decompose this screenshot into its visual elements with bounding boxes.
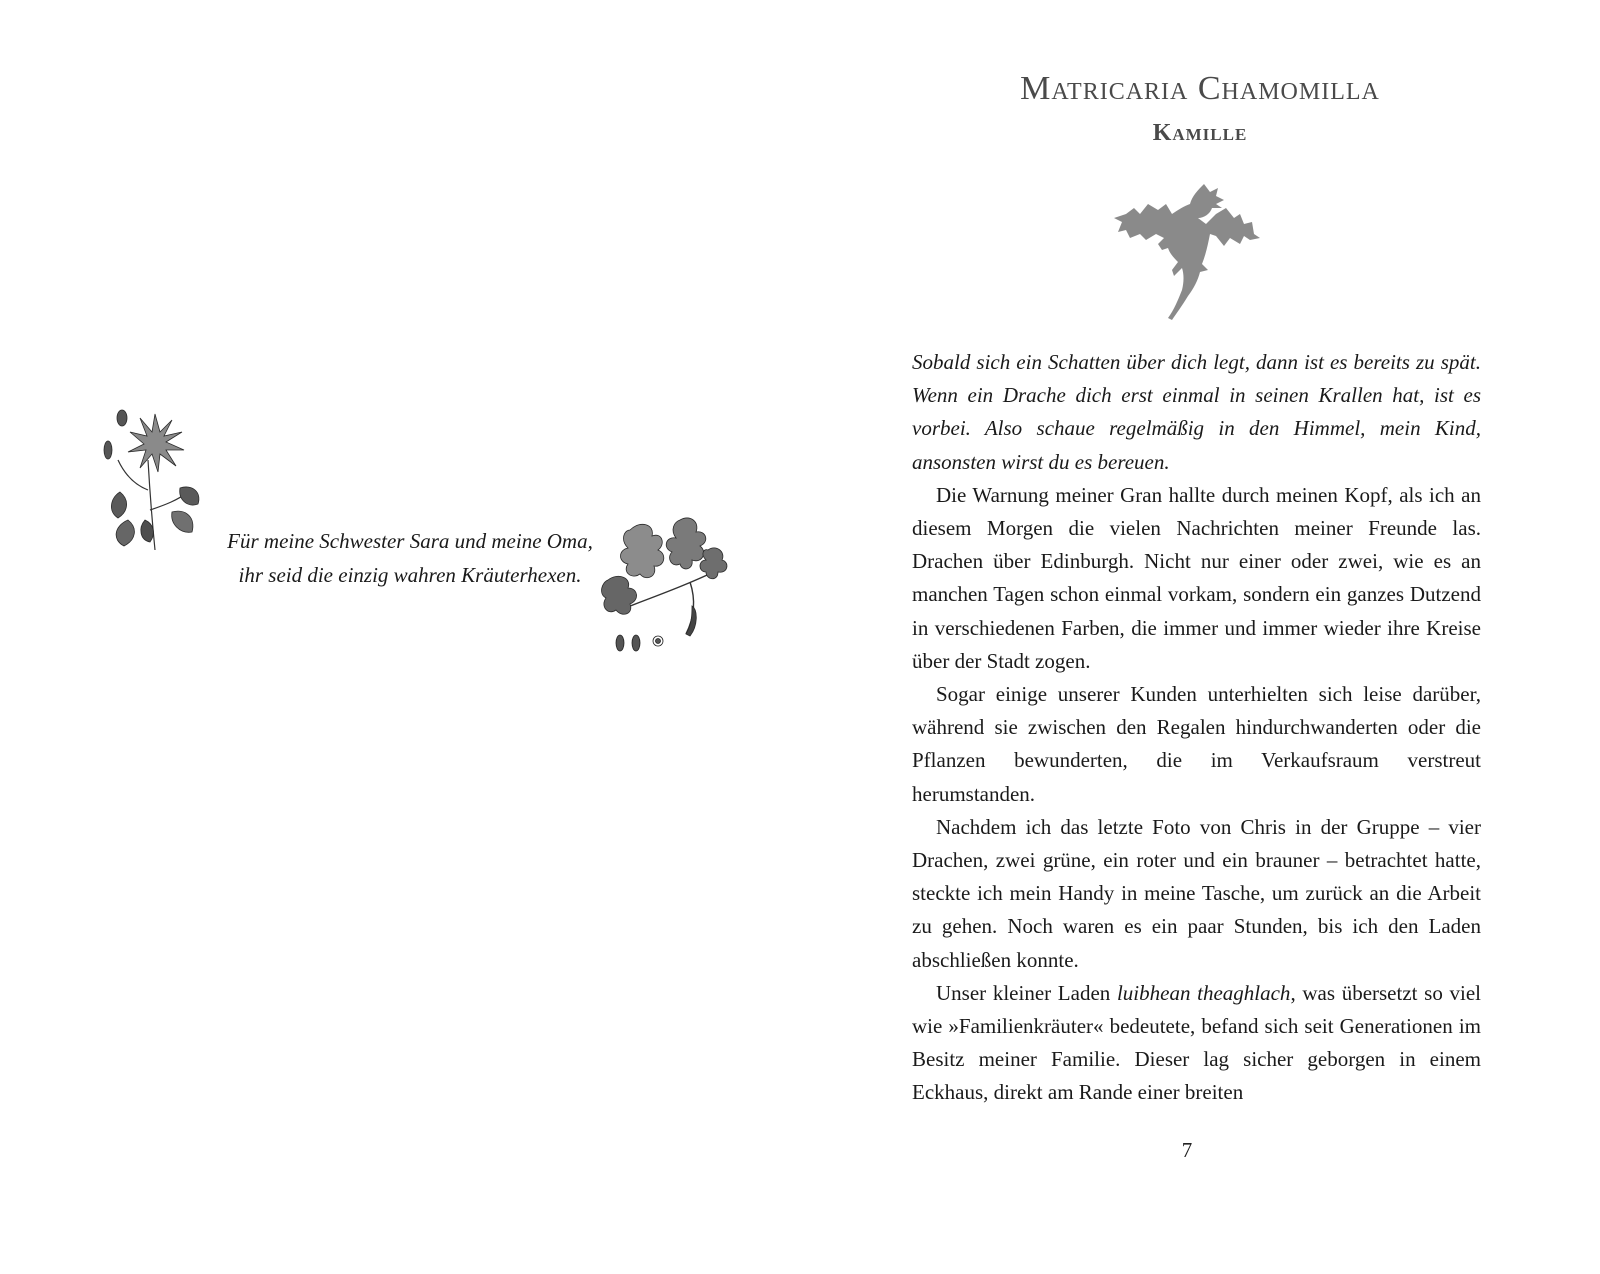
paragraph	[912, 977, 1481, 1110]
oak-leaf-illustration-icon	[600, 510, 735, 660]
paragraph-text: Unser kleiner Laden	[936, 980, 1117, 1005]
paragraph-text: , was übersetzt so viel wie »Familienkräuter« bedeutete, befand sich seit Generationen im Besitz meiner Familie. Dieser lag sicher geborgen in einem Eckhaus, direkt am Rande einer breiten	[912, 980, 1481, 1105]
paragraph: Die Warnung meiner Gran hallte durch meinen Kopf, als ich an diesem Morgen die vielen Nachrichten meiner Freunde las. Drachen über Edinburgh. Nicht nur einer oder zwei, wie es an manchen Tagen schon einmal vorkam, sondern ein ganzes Dutzend in verschiedenen Farben, die immer und immer wieder ihre Kreise über der Stadt zogen.	[912, 482, 1481, 673]
chapter-body	[912, 346, 1481, 1110]
epigraph: Sobald sich ein Schatten über dich legt, dann ist es bereits zu spät. Wenn ein Drache dich erst einmal in seinen Krallen hat, ist es vorbei. Also schaue regelmäßig in den Himmel, mein Kind, ansonsten wirst du es bereuen.	[912, 350, 1481, 474]
dedication-line: ihr seid die einzig wahren Kräuterhexen.	[238, 563, 582, 587]
dedication-line: Für meine Schwester Sara und meine Oma,	[227, 529, 593, 553]
paragraph: Nachdem ich das letzte Foto von Chris in der Gruppe – vier Drachen, zwei grüne, ein roter und ein brauner – betrachtet hatte, steckte ich mein Handy in meine Tasche, um zurück an die Arbeit zu gehen. Noch waren es ein paar Stunden, bis ich den Laden abschließen konnte.	[912, 814, 1481, 972]
chapter-title: Matricaria Chamomilla	[1020, 70, 1380, 107]
page-number: 7	[1181, 1138, 1193, 1162]
shop-name: luibhean theaghlach	[1116, 980, 1291, 1005]
chapter-subtitle: Kamille	[1152, 120, 1248, 146]
dahlia-illustration-icon	[100, 400, 210, 560]
paragraph: Sogar einige unserer Kunden unterhielten sich leise darüber, während sie zwischen den Regalen hindurchwanderten oder die Pflanzen bewunderten, die im Verkaufsraum verstreut herumstanden.	[912, 682, 1481, 806]
dedication	[205, 524, 615, 592]
dragon-silhouette-icon	[1112, 178, 1262, 326]
right-page	[800, 0, 1600, 1274]
